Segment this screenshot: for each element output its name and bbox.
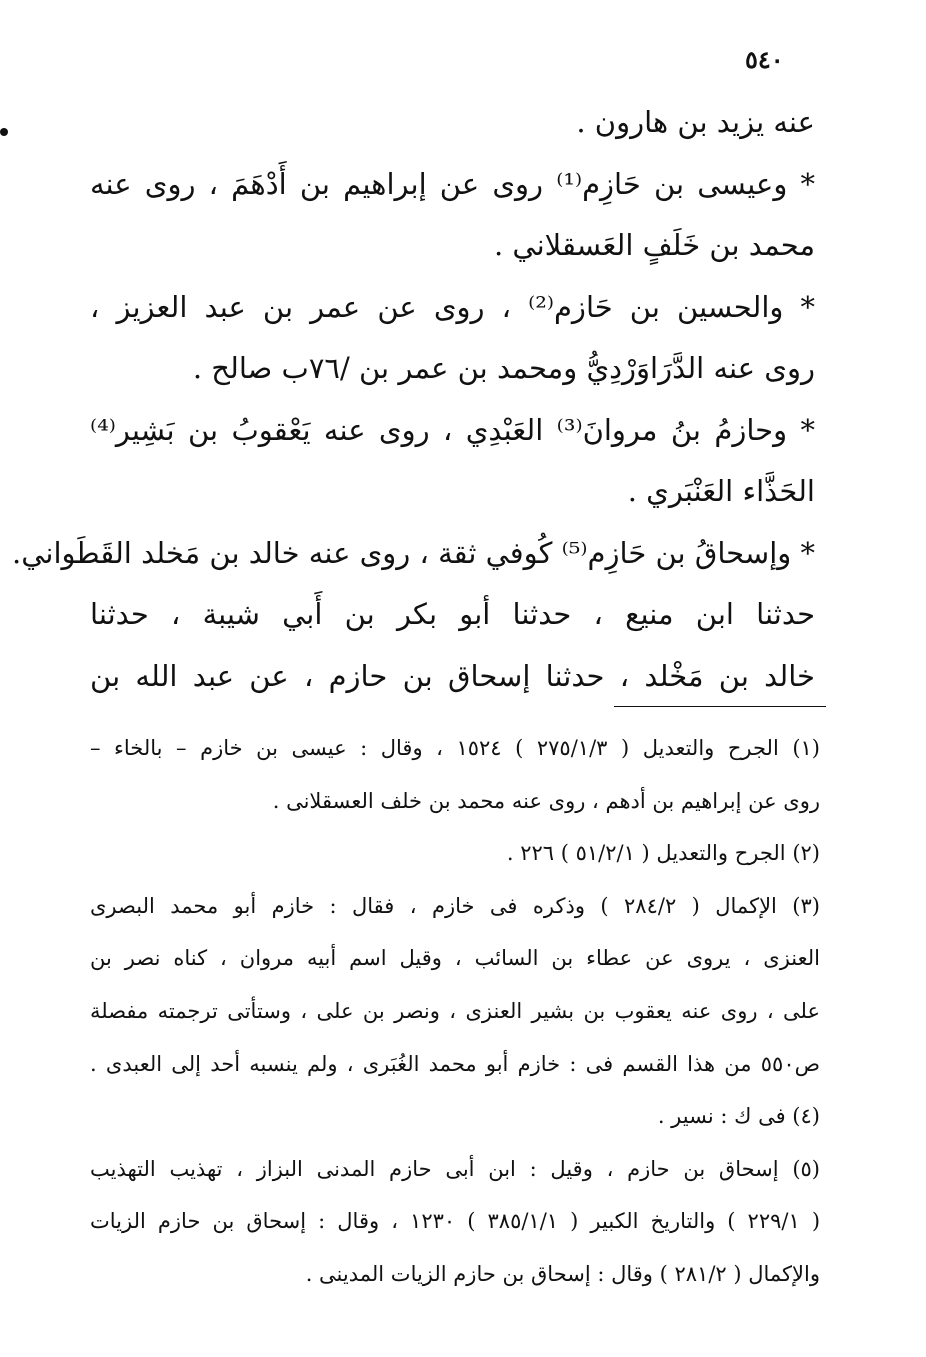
body-line: روى عنه الدَّرَاوَرْدِيُّ ومحمد بن عمر بن /٧٦ب صالح .	[192, 351, 815, 385]
margin-dot	[0, 128, 8, 136]
footnote-line: ( ٢٢٩/١ ) والتاريخ الكبير ( ٣٨٥/١/١ ) ١٢٣٠ ، وقال : إسحاق بن حازم الزيات	[90, 1209, 821, 1234]
body-line: * وحازمُ بنُ مروانَ⁽³⁾ العَبْدِي ، روى عنه يَعْقوبُ بن بَشِير⁽⁴⁾	[90, 412, 816, 447]
body-line: عنه يزيد بن هارون .	[576, 105, 815, 139]
body-line: * والحسين بن حَازم⁽²⁾ ، روى عن عمر بن عبد العزيز ،	[90, 289, 815, 324]
footnote-line: (٥) إسحاق بن حازم ، وقيل : ابن أبى حازم المدنى البزاز ، تهذيب التهذيب	[90, 1156, 820, 1181]
footnote-line: ص٥٥٠ من هذا القسم فى : خازم أبو محمد الغُبَرى ، ولم ينسبه أحد إلى العبدى .	[90, 1051, 820, 1076]
body-line: * وعيسى بن حَازِم⁽¹⁾ روى عن إبراهيم بن أَدْهَمَ ، روى عنه	[90, 166, 815, 201]
body-line: الحَذَّاء العَنْبَري .	[627, 474, 815, 508]
main-text	[12, 92, 816, 707]
page-number: ٥٤٠	[745, 45, 784, 74]
body-line: محمد بن خَلَفٍ العَسقلاني .	[494, 228, 815, 262]
footnotes	[90, 722, 820, 1301]
body-line: حدثنا ابن منيع ، حدثنا أبو بكر بن أَبي شيبة ، حدثنا	[90, 597, 815, 631]
footnote-line: (٤) فى ك : نسير .	[657, 1104, 820, 1129]
footnote-line: على ، روى عنه يعقوب بن بشير العنزى ، ونصر بن على ، وستأتى ترجمته مفصلة	[90, 998, 820, 1023]
footnote-separator	[614, 706, 826, 708]
footnote-line: (١) الجرح والتعديل ( ٢٧٥/١/٣ ) ١٥٢٤ ، وقال : عيسى بن خازم – بالخاء –	[90, 736, 820, 760]
footnote-line: روى عن إبراهيم بن أدهم ، روى عنه محمد بن خلف العسقلانى .	[272, 788, 820, 813]
footnote-line: (٣) الإكمال ( ٢٨٤/٢ ) وذكره فى خازم ، فقال : خازم أبو محمد البصرى	[90, 893, 820, 918]
footnote-line: والإكمال ( ٢٨١/٢ ) وقال : إسحاق بن حازم الزيات المدينى .	[305, 1261, 820, 1286]
footnote-line: العنزى ، يروى عن عطاء بن السائب ، وقيل اسم أبيه مروان ، كناه نصر بن	[90, 946, 820, 971]
body-line: خالد بن مَخْلد ، حدثنا إسحاق بن حازم ، عن عبد الله بن	[90, 658, 815, 693]
footnote-line: (٢) الجرح والتعديل ( ٥١/٢/١ ) ٢٢٦ .	[506, 841, 820, 866]
body-line: * وإسحاقُ بن حَازِم⁽⁵⁾ كُوفي ثقة ، روى عنه خالد بن مَخلد القَطَواني.	[12, 535, 815, 570]
